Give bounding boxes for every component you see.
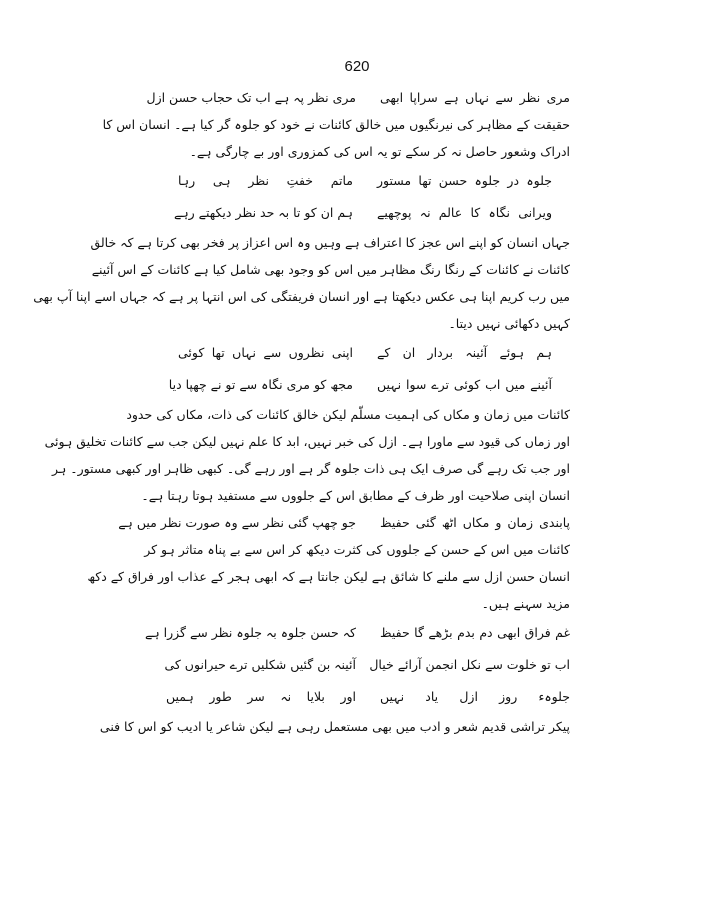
verse-first-hemistich: مری نظر سے نہاں ہے سراپا ابھی bbox=[380, 90, 570, 105]
hemistich-gap bbox=[356, 617, 380, 649]
hemistich-gap bbox=[356, 84, 380, 111]
verse-first-hemistich: پابندی زمان و مکاں اٹھ گئی حفیظ bbox=[380, 515, 570, 530]
hemistich-gap bbox=[356, 681, 380, 713]
hemistich-gap bbox=[356, 509, 380, 536]
verse-second-hemistich: آئینہ بن گئیں شکلیں ترے حیرانوں کی bbox=[164, 657, 356, 672]
prose-line: کائنات میں زمان و مکاں کی اہمیت مسلّم لیکن خالق کائنات کی ذات، مکاں کی حدود bbox=[126, 407, 570, 422]
verse-second-hemistich: کہ حسن جلوہ بہ جلوہ نظر سے گزرا ہے bbox=[145, 625, 356, 640]
verse-second-hemistich: ہم ان کو تا بہ حد نظر دیکھتے رہے bbox=[174, 205, 353, 220]
verse-second-hemistich: جو چھپ گئی نظر سے وہ صورت نظر میں ہے bbox=[118, 515, 356, 530]
verse-couplet bbox=[150, 649, 570, 681]
hemistich-gap bbox=[353, 165, 377, 197]
page-body bbox=[33, 84, 570, 740]
verse-first-hemistich: جلوہء روز ازل یاد نہیں bbox=[380, 689, 570, 704]
prose-line: مزید سہنے ہیں۔ bbox=[481, 596, 570, 611]
verse-first-hemistich: ویرانی نگاہ کا عالم نہ پوچھیے bbox=[377, 205, 552, 220]
verse-second-hemistich: مجھ کو مری نگاہ سے تو نے چھپا دیا bbox=[168, 377, 353, 392]
verse-first-hemistich: غم فراق ابھی دم بدم بڑھے گا حفیظ bbox=[380, 625, 570, 640]
hemistich-gap bbox=[353, 197, 377, 229]
prose-line: ادراک وشعور حاصل نہ کر سکے تو یہ اس کی کمزوری اور بے چارگی ہے۔ bbox=[189, 144, 570, 159]
verse-second-hemistich: ماتم خفتِ نظر ہی رہا bbox=[178, 173, 353, 188]
verse-couplet bbox=[118, 509, 570, 536]
prose-line: انسان حسن ازل سے ملنے کا شائق ہے لیکن جانتا ہے کہ ابھی ہجر کے عذاب اور فراق کے دکھ bbox=[87, 569, 570, 584]
prose-line: انسان اپنی صلاحیت اور ظرف کے مطابق اس کے جلووں سے مستفید ہوتا رہتا ہے۔ bbox=[141, 488, 570, 503]
verse-first-hemistich: اب تو خلوت سے نکل انجمن آرائے خیال bbox=[369, 657, 570, 672]
verse-first-hemistich: ہم ہوئے آئینہ بردار ان کے bbox=[377, 345, 552, 360]
verse-couplet bbox=[146, 84, 570, 111]
hemistich-gap bbox=[353, 369, 377, 401]
verse-second-hemistich: اور بلایا نہ سر طور ہمیں bbox=[166, 689, 356, 704]
prose-line: پیکر تراشی قدیم شعر و ادب میں بھی مستعمل رہی ہے لیکن شاعر یا ادیب کو اس کا فنی bbox=[99, 719, 570, 734]
verse-couplet bbox=[150, 165, 570, 197]
verse-first-hemistich: آئینے میں اب کوئی ترے سوا نہیں bbox=[377, 377, 552, 392]
verse-second-hemistich: مری نظر پہ ہے اب تک حجاب حسن ازل bbox=[146, 90, 356, 105]
prose-line: میں رب کریم اپنا ہی عکس دیکھتا ہے اور انسان فریفتگی کی اس انتہا پر ہے کہ جہاں اسے اپنا آپ بھی bbox=[33, 289, 570, 304]
hemistich-gap bbox=[356, 649, 380, 681]
prose-line: اور زماں کی قیود سے ماورا ہے۔ ازل کی خبر نہیں، ابد کا علم نہیں لیکن جب سے کائنات تخلیق ہوئی bbox=[44, 434, 570, 449]
prose-line: کائنات میں اس کے حسن کے جلووں کی کثرت دیکھ کر اس سے بے پناہ متاثر ہو کر bbox=[144, 542, 570, 557]
hemistich-gap bbox=[353, 337, 377, 369]
prose-line: کہیں دکھائی نہیں دیتا۔ bbox=[448, 316, 570, 331]
verse-second-hemistich: اپنی نظروں سے نہاں تھا کوئی bbox=[178, 345, 353, 360]
verse-couplet bbox=[150, 369, 570, 401]
verse-first-hemistich: جلوہ در جلوہ حسن تھا مستور bbox=[377, 173, 552, 188]
page-number: 620 bbox=[344, 58, 370, 75]
verse-couplet bbox=[145, 617, 570, 649]
verse-couplet bbox=[150, 681, 570, 713]
verse-couplet bbox=[150, 197, 570, 229]
prose-line: کائنات نے کائنات کے رنگا رنگ مظاہر میں اس کو وجود بھی شامل کیا ہے کائنات کے اس آئینے bbox=[91, 262, 570, 277]
verse-couplet bbox=[150, 337, 570, 369]
prose-line: جہاں انسان کو اپنے اس عجز کا اعتراف ہے وہیں وہ اس اعزاز پر فخر بھی کرتا ہے کہ خالق bbox=[90, 235, 570, 250]
prose-line: حقیقت کے مظاہر کی نیرنگیوں میں خالق کائنات نے خود کو جلوہ گر کیا ہے۔ انسان اس کا bbox=[102, 117, 570, 132]
prose-line: اور جب تک رہے گی صرف ایک ہی ذات جلوہ گر ہے اور رہے گی۔ کبھی ظاہر اور کبھی مستور۔ ہر bbox=[52, 461, 570, 476]
